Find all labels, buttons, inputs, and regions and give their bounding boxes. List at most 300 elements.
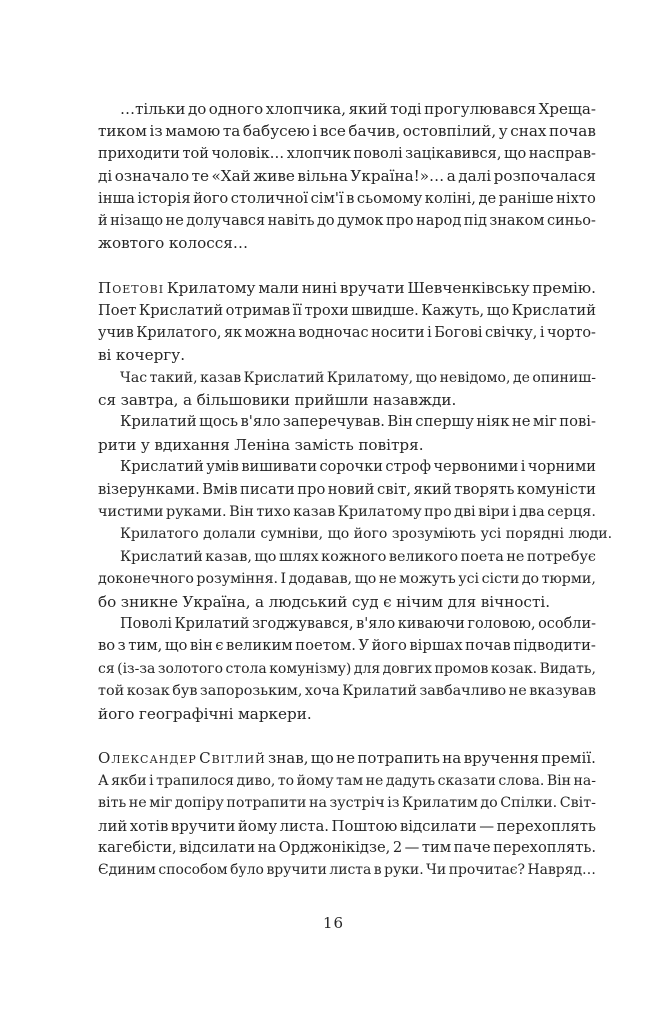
word: руки. (384, 862, 424, 879)
word: Крилатим (402, 795, 478, 812)
word: тиком (98, 122, 147, 141)
word: відсилати (399, 816, 477, 835)
word: вручити (170, 816, 236, 835)
word: де (512, 369, 530, 386)
text-line (98, 232, 596, 254)
word: приходити (98, 145, 180, 162)
text-line (98, 635, 596, 657)
word: Світ- (559, 795, 596, 812)
book-page (98, 98, 613, 882)
text-line (98, 837, 596, 859)
word: думок (337, 212, 384, 229)
word: до (317, 212, 335, 229)
word: і (539, 324, 545, 341)
word: дві (454, 504, 476, 521)
word: спершу (415, 413, 474, 431)
word: Крилатому, (326, 369, 414, 386)
paragraph (98, 747, 596, 881)
word: водночас (298, 324, 369, 341)
word: що (486, 301, 510, 319)
word: що (503, 145, 527, 162)
word: долучався (186, 212, 266, 229)
word: Крилатому (337, 504, 422, 521)
word: географічні (138, 704, 234, 723)
word: замість (294, 435, 354, 454)
text-line (98, 770, 596, 792)
word: коліні, (424, 189, 476, 207)
word: допіру (174, 795, 224, 812)
text-line (98, 344, 596, 366)
word: поволі (353, 145, 403, 162)
paragraph (98, 456, 596, 523)
word: вказував (529, 683, 596, 700)
word: почав (465, 637, 511, 655)
word: розуміння. (196, 571, 279, 588)
word: був (172, 683, 198, 700)
word: вільна (297, 167, 348, 186)
word: народ (416, 212, 462, 229)
word: Крислатий (120, 458, 204, 476)
word: ніхто (556, 189, 596, 207)
word: вручити (266, 862, 327, 879)
word: Леніна (234, 435, 291, 454)
text-line (98, 568, 596, 590)
word: і (512, 504, 517, 521)
word: тюрми, (541, 571, 596, 588)
word: до (480, 795, 498, 812)
word: великим (226, 637, 293, 655)
word: було (230, 862, 264, 879)
text-line (98, 703, 596, 725)
section-break (98, 725, 596, 747)
text-line (98, 747, 596, 769)
text-line (98, 456, 596, 478)
word: потрапити (226, 795, 307, 812)
text-line (98, 367, 596, 389)
word: і (312, 122, 318, 141)
text-line (98, 546, 596, 568)
word: про (386, 212, 414, 229)
word: хоча (304, 683, 340, 700)
word: запорозьким, (199, 683, 303, 700)
word: Поетові (98, 279, 165, 298)
word: де (478, 189, 497, 207)
word: світ, (376, 480, 412, 498)
word: листа (329, 862, 372, 879)
word: нині (301, 279, 337, 298)
word: згоджувався, (252, 615, 354, 632)
word: чорто- (546, 324, 596, 341)
word: сьомому (356, 189, 423, 207)
word: сім'ї (310, 189, 344, 207)
word: який (348, 100, 388, 118)
word: про (297, 480, 326, 498)
word: можуть (399, 571, 456, 588)
word: його (371, 637, 407, 655)
paragraph (98, 411, 596, 456)
word: бачив, (348, 122, 401, 141)
word: до (187, 100, 207, 118)
word: візерунками. (98, 480, 200, 498)
word: нізащо (110, 212, 164, 229)
word: не (378, 571, 397, 588)
word: і (520, 458, 526, 476)
word: ві (98, 346, 112, 365)
word: то (277, 772, 295, 789)
word: щось (199, 413, 239, 431)
text-line (98, 120, 596, 142)
word: вишивати (241, 458, 318, 476)
word: — (479, 816, 495, 835)
word: Поволі (120, 615, 172, 632)
word: Спілки. (500, 795, 558, 812)
word: йому (237, 816, 278, 835)
text-line (98, 434, 596, 456)
text-line (98, 277, 596, 299)
word: І (280, 571, 287, 588)
word: його (98, 704, 135, 723)
word: …тільки (120, 100, 186, 118)
word: на- (573, 772, 596, 789)
paragraph (98, 613, 596, 725)
text-line (98, 300, 596, 322)
word: особли- (538, 615, 596, 632)
word: Кажуть, (421, 301, 485, 319)
word: про (424, 504, 452, 521)
word: повітря. (358, 435, 424, 454)
word: — (404, 838, 420, 856)
word: тоді (390, 100, 422, 118)
text-line (98, 613, 596, 635)
word: способом (158, 862, 228, 879)
text-line (98, 165, 596, 187)
word: потребує (526, 548, 596, 565)
word: диво, (236, 772, 276, 789)
word: для (353, 660, 381, 677)
paragraph (98, 546, 596, 613)
word: перехоплять (496, 816, 596, 835)
word: головою, (467, 615, 536, 632)
word: писати (240, 480, 295, 498)
word: свічку, (484, 324, 538, 341)
word: той (182, 145, 209, 162)
word: чоловік… (211, 145, 285, 162)
word: є (215, 637, 224, 655)
word: тихо (256, 504, 291, 521)
word: бабусею (242, 122, 310, 141)
word: червоними (433, 458, 519, 476)
text-line (98, 479, 596, 501)
word: Крилатого (120, 526, 199, 543)
word: що (254, 548, 277, 565)
word: Крилатого, (136, 324, 222, 341)
word: творять (454, 480, 515, 498)
word: міг (532, 413, 557, 431)
word: в (346, 189, 355, 207)
word: два (519, 504, 545, 521)
word: завтра, (120, 391, 179, 410)
word: не (365, 772, 384, 789)
word: як (223, 324, 243, 341)
word: сісти (481, 571, 520, 588)
word: жовтого (98, 234, 165, 253)
word: руками. (165, 504, 227, 521)
word: столичної (230, 189, 309, 207)
text-line (98, 188, 596, 210)
word: означало (114, 167, 190, 186)
word: зрозуміють (391, 526, 477, 543)
word: бо (98, 592, 117, 611)
word: Видать, (539, 660, 596, 677)
word: не (508, 683, 527, 700)
word: Крислатий (243, 369, 325, 386)
word: і (149, 772, 154, 789)
word: на (257, 838, 277, 856)
word: Єдиним (98, 862, 156, 879)
word: Хреща- (538, 100, 596, 118)
word: що (327, 526, 350, 543)
word: трохи (304, 301, 349, 319)
word: живе (253, 167, 295, 186)
text-line (98, 501, 596, 523)
word: та (222, 122, 241, 141)
word: Олександер (98, 749, 197, 768)
word: новий (327, 480, 375, 498)
word: ді (98, 167, 113, 186)
word: прочитає? (448, 862, 526, 879)
word: снах (510, 122, 547, 141)
word: не (128, 795, 147, 812)
word: завбачливо (419, 683, 507, 700)
word: кагебісти, (98, 838, 177, 856)
word: що (310, 749, 334, 768)
word: Крилатому (166, 279, 256, 298)
text-line (98, 389, 596, 411)
word: казав (293, 504, 336, 521)
word: можна (244, 324, 296, 341)
word: серця. (547, 504, 596, 521)
word: у (140, 435, 150, 454)
word: мали (258, 279, 299, 298)
word: остовпілий, (402, 122, 497, 141)
word: міг (149, 795, 173, 812)
word: суд (351, 592, 379, 611)
word: паче (453, 838, 491, 856)
word: що (164, 637, 188, 655)
word: Чи (426, 862, 447, 879)
word: Крислатий (138, 301, 224, 319)
word: лий (98, 816, 128, 835)
word: прийшли (294, 391, 369, 410)
word: А (98, 772, 109, 789)
word: Вмів (202, 480, 238, 498)
word: 2 (392, 838, 403, 856)
word: отримав (225, 301, 291, 319)
word: ся (98, 391, 117, 410)
word: кочергу. (115, 346, 186, 365)
word: такий, (149, 369, 198, 386)
word: віри (478, 504, 510, 521)
word: стола (225, 660, 267, 677)
word: Поет (98, 301, 137, 319)
word: в (373, 862, 382, 879)
word: для (447, 592, 477, 611)
word: тим, (128, 637, 163, 655)
page-number: 16 (322, 914, 345, 932)
word: Україна!»… (350, 167, 445, 186)
word: одного (208, 100, 264, 118)
word: чистими (98, 504, 164, 521)
word: нічим (396, 592, 444, 611)
word: є (383, 592, 392, 611)
word: премії. (541, 749, 596, 768)
word: не (165, 212, 184, 229)
word: великого (388, 548, 459, 565)
word: чорними (527, 458, 596, 476)
word: казав, (205, 548, 252, 565)
word: промов (434, 660, 489, 677)
word: той (98, 683, 125, 700)
word: Крилатий (174, 615, 250, 632)
word: Поштою (331, 816, 398, 835)
word: прогулювався (424, 100, 537, 118)
text-line (98, 815, 596, 837)
word: й (98, 212, 108, 229)
text-line (98, 792, 596, 814)
word: комунізму) (269, 660, 352, 677)
word: інша (98, 189, 135, 207)
word: почав (548, 122, 596, 141)
word: люди. (568, 526, 613, 543)
word: не (506, 548, 525, 565)
word: Він (229, 504, 254, 521)
paragraph (98, 367, 596, 412)
word: вручення (463, 749, 539, 768)
word: «Хай (211, 167, 251, 186)
word: більшовики (196, 391, 291, 410)
word: з (117, 637, 126, 655)
word: трапилося (156, 772, 235, 789)
word: зникне (120, 592, 178, 611)
word: зацікавився, (405, 145, 502, 162)
word: розпочалася (493, 167, 596, 186)
word: людський (268, 592, 348, 611)
word: маркери. (237, 704, 312, 723)
word: насправ- (528, 145, 596, 162)
word: йому (296, 772, 334, 789)
word: те (191, 167, 210, 186)
word: вручати (339, 279, 405, 298)
word: знав, (268, 749, 309, 768)
word: поетом. (295, 637, 356, 655)
word: Час (120, 369, 148, 386)
word: а (183, 391, 193, 410)
word: Навряд… (527, 862, 596, 879)
text-line (98, 658, 596, 680)
word: віть (98, 795, 127, 812)
word: порядні (505, 526, 564, 543)
text-line (98, 591, 596, 613)
text-line (98, 523, 613, 545)
word: Україна, (182, 592, 251, 611)
word: перехоплять. (493, 838, 596, 856)
word: опиниш- (532, 369, 596, 386)
word: рити (98, 435, 137, 454)
word: хотів (129, 816, 169, 835)
word: пові- (559, 413, 596, 431)
text-line (98, 322, 596, 344)
text-line (98, 210, 596, 232)
word: не (336, 749, 356, 768)
paragraph (98, 277, 596, 367)
word: в'яло (356, 615, 396, 632)
word: Богові (434, 324, 483, 341)
word: умів (206, 458, 239, 476)
word: невідомо, (439, 369, 511, 386)
word: козак (126, 683, 170, 700)
word: носити (371, 324, 425, 341)
word: його (353, 526, 388, 543)
word: Шевченківську (407, 279, 530, 298)
word: ніяк (476, 413, 510, 431)
word: історія (137, 189, 191, 207)
word: її (292, 301, 302, 319)
word: який (413, 480, 452, 498)
text-line (98, 859, 596, 881)
word: раніше (498, 189, 554, 207)
text-line (98, 143, 596, 165)
word: навіть (267, 212, 315, 229)
word: віршах (409, 637, 463, 655)
word: а (255, 592, 265, 611)
word: що (354, 571, 377, 588)
word: його (193, 189, 229, 207)
word: Крислатий (511, 301, 596, 319)
word: казав (200, 369, 242, 386)
word: відсилати (179, 838, 256, 856)
word: комуністи (516, 480, 596, 498)
word: зустріч (329, 795, 385, 812)
word: він (189, 637, 213, 655)
word: а (446, 167, 456, 186)
word: слова. (498, 772, 545, 789)
word: на (308, 795, 327, 812)
word: вдихання (154, 435, 230, 454)
word: додавав, (288, 571, 353, 588)
word: синьо- (547, 212, 596, 229)
word: У (358, 637, 370, 655)
word: Крилатий (120, 413, 197, 431)
word: що (415, 369, 438, 386)
word: Орджонікідзе, (278, 838, 391, 856)
section-break (98, 255, 596, 277)
word: шлях (278, 548, 319, 565)
word: золотого (157, 660, 224, 677)
word: киваючи (397, 615, 465, 632)
word: Крислатий (120, 548, 203, 565)
word: підводити- (513, 637, 596, 655)
word: хлопчик (286, 145, 351, 162)
word: Світлий (199, 749, 266, 768)
word: не (511, 413, 531, 431)
word: во (98, 637, 116, 655)
word: (із-за (117, 660, 156, 677)
word: у (498, 122, 508, 141)
word: доконечного (98, 571, 194, 588)
word: усі (458, 571, 480, 588)
word: потрапить (357, 749, 440, 768)
word: премію. (532, 279, 596, 298)
